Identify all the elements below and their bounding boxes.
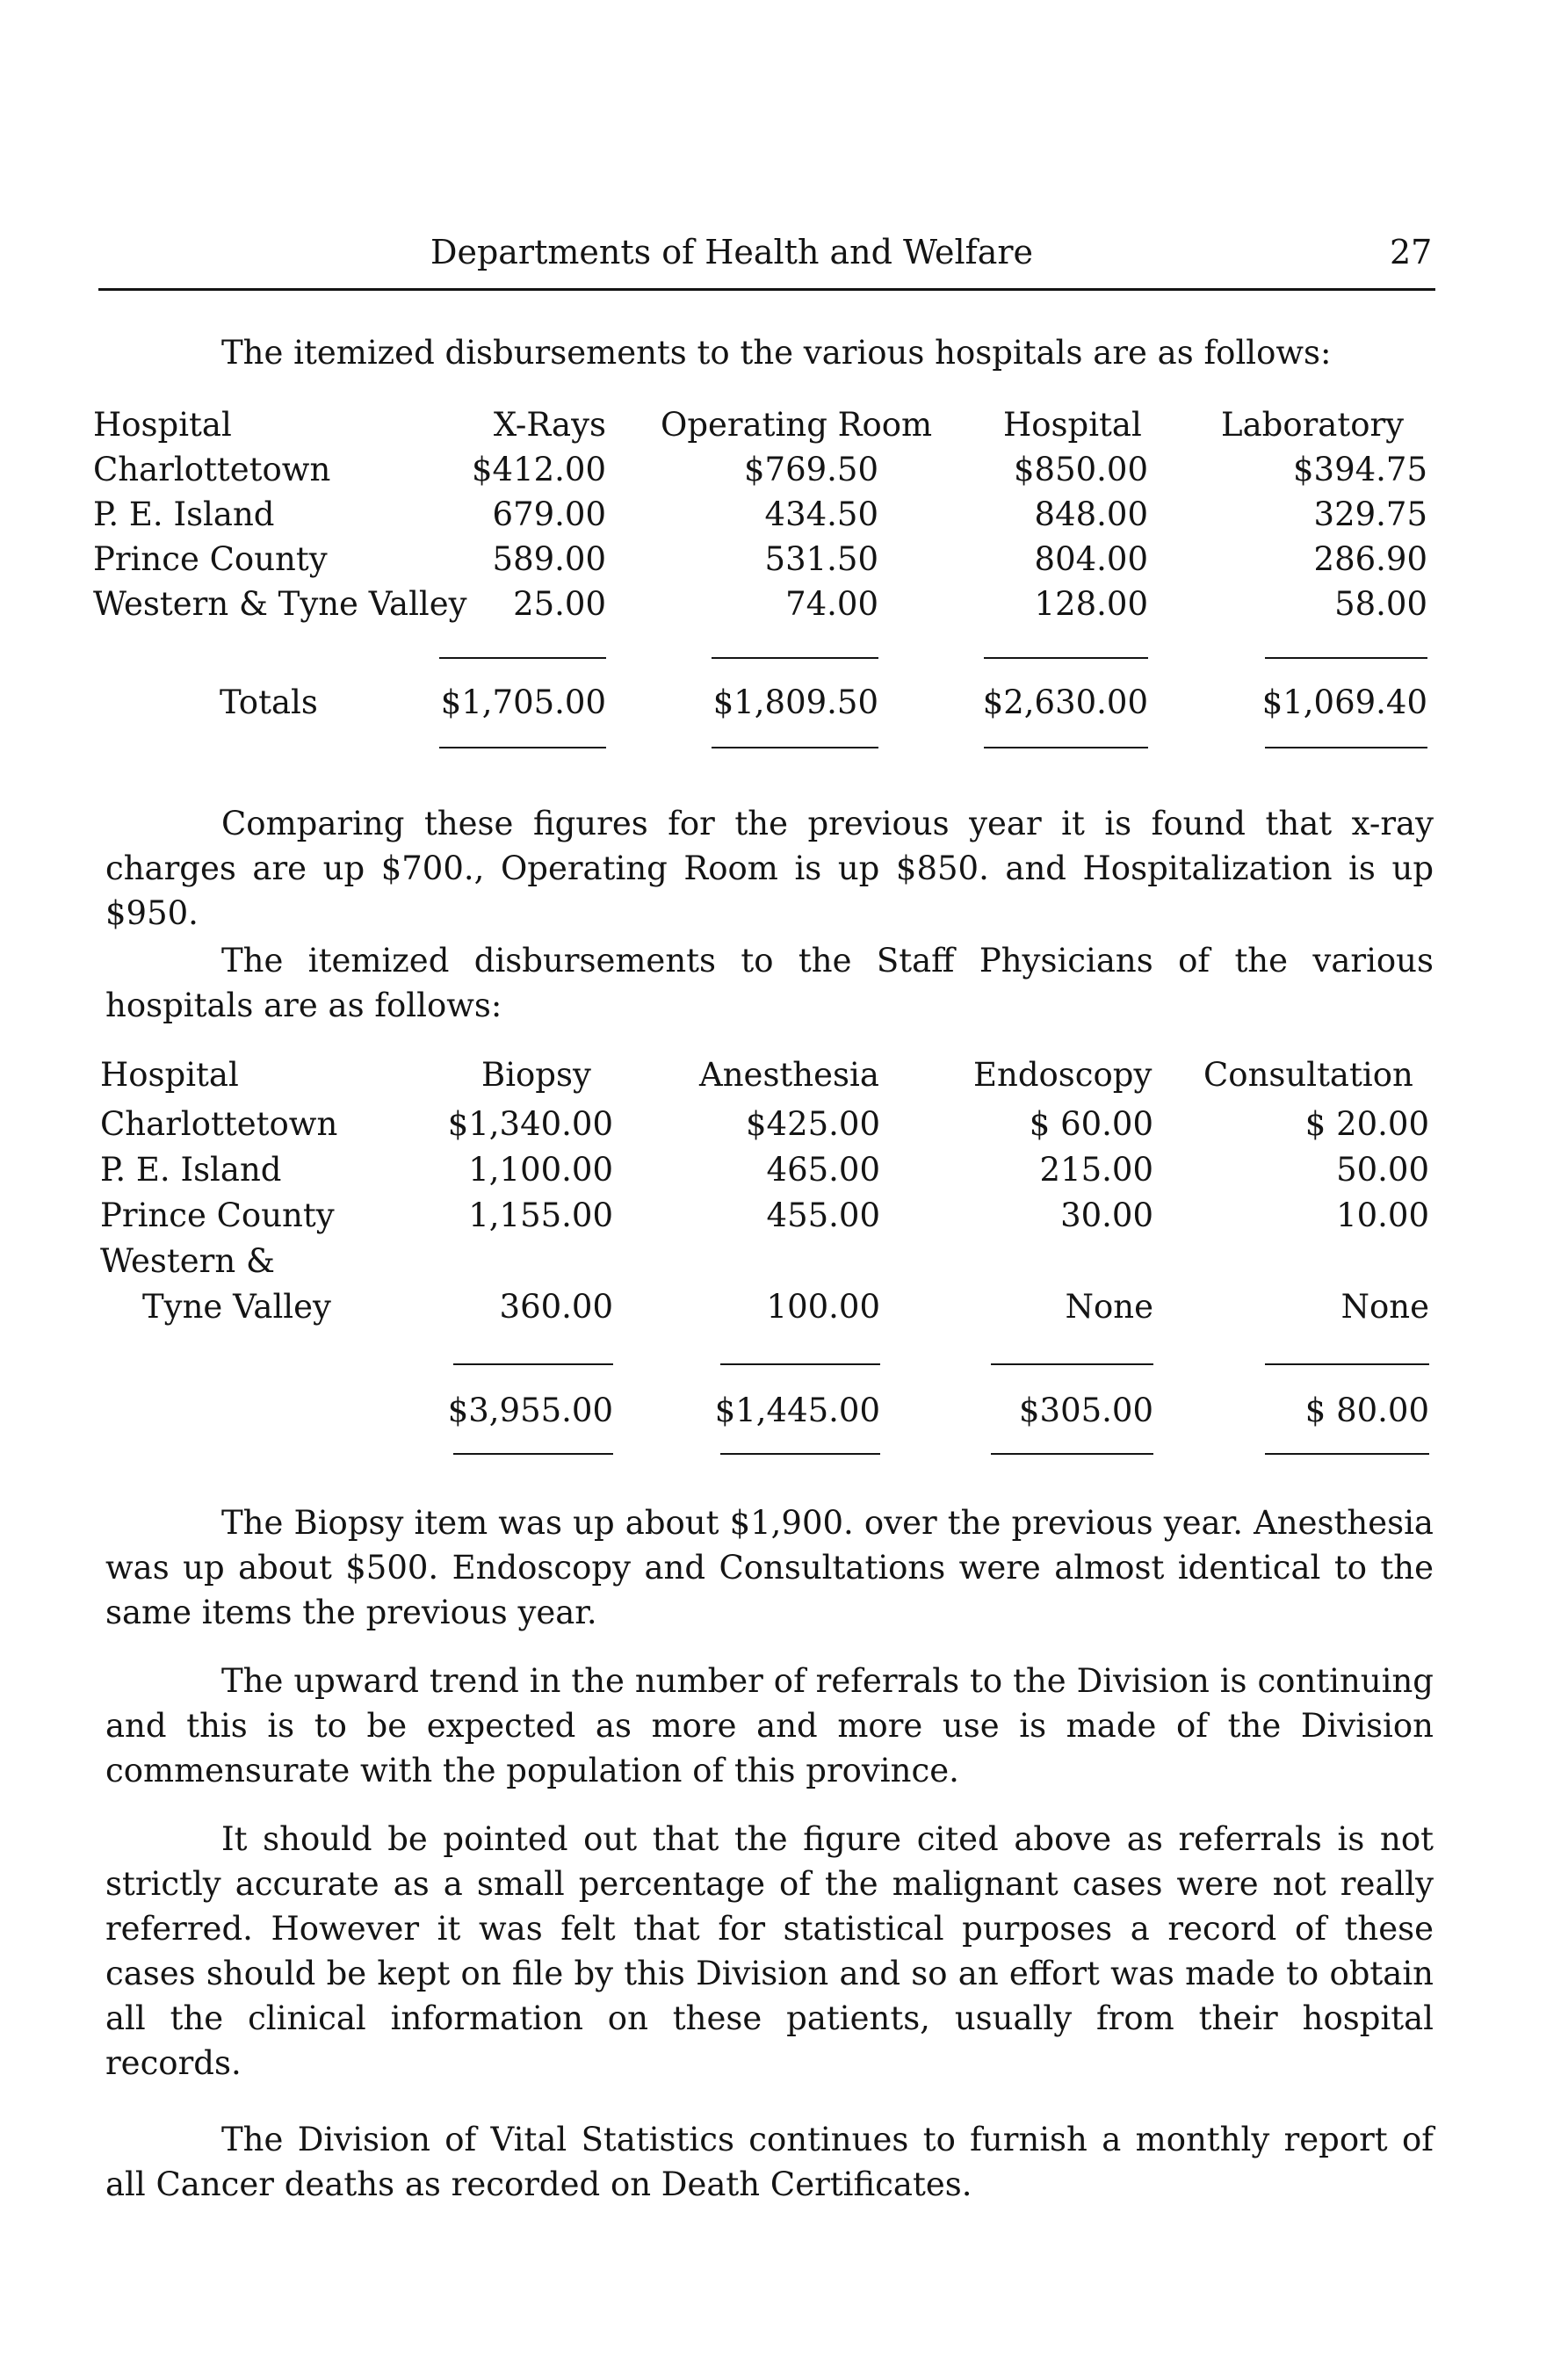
table-cell: 10.00 bbox=[1336, 1196, 1429, 1234]
rule bbox=[712, 747, 878, 748]
table-cell: 215.00 bbox=[1039, 1151, 1153, 1189]
table-cell: $ 80.00 bbox=[1304, 1392, 1429, 1429]
table1-header-laboratory: Laboratory bbox=[1221, 406, 1405, 444]
intro-paragraph-hospitals: The itemized disbursements to the various hospitals are as follows: bbox=[221, 334, 1332, 372]
rule bbox=[439, 657, 606, 659]
intro-paragraph-physicians: The itemized disbursements to the Staff Physicians of the various hospitals are as follows: bbox=[105, 942, 1434, 1024]
table-cell: 455.00 bbox=[766, 1196, 880, 1234]
table-row: P. E. Island bbox=[93, 495, 275, 533]
table-row: Western & bbox=[100, 1242, 275, 1280]
table-cell: None bbox=[1340, 1288, 1429, 1326]
rule bbox=[1265, 1363, 1429, 1365]
table-cell: $769.50 bbox=[743, 451, 878, 488]
rule bbox=[439, 747, 606, 748]
paragraph-referrals-accuracy: It should be pointed out that the figure cited above as referrals is not strictly accurate as a small percentage of the malignant cases were not really referred. However it was felt that for statistical purposes a record of these cases should be kept on file by this Division and so an effort was made to obtain all the clinical information on these patients, usually from their hospital records. bbox=[105, 1820, 1434, 2082]
rule bbox=[1265, 747, 1427, 748]
table-cell: 58.00 bbox=[1334, 585, 1427, 623]
header-rule bbox=[98, 288, 1435, 291]
table-row: Charlottetown bbox=[100, 1105, 338, 1143]
table-cell: $305.00 bbox=[1018, 1392, 1153, 1429]
table-cell: 360.00 bbox=[499, 1288, 613, 1326]
paragraph-biopsy: The Biopsy item was up about $1,900. over the previous year. Anesthesia was up about $500. Endoscopy and Consultations were almost identical to the same items the previous year. bbox=[105, 1504, 1434, 1631]
table1-totals-label: Totals bbox=[220, 683, 318, 721]
rule bbox=[712, 657, 878, 659]
table-row: Tyne Valley bbox=[142, 1288, 331, 1326]
table-row: Western & Tyne Valley bbox=[93, 585, 467, 623]
rule bbox=[984, 657, 1148, 659]
table2-header-hospital: Hospital bbox=[100, 1056, 239, 1094]
table-cell: $1,069.40 bbox=[1261, 683, 1427, 721]
page-number: 27 bbox=[1390, 233, 1433, 271]
table-cell: None bbox=[1065, 1288, 1153, 1326]
table-cell: 804.00 bbox=[1034, 540, 1148, 578]
table-cell: $1,445.00 bbox=[714, 1392, 880, 1429]
table-cell: $1,705.00 bbox=[440, 683, 606, 721]
rule bbox=[991, 1363, 1153, 1365]
table-cell: 74.00 bbox=[785, 585, 878, 623]
table-cell: 589.00 bbox=[492, 540, 606, 578]
rule bbox=[720, 1453, 880, 1455]
table-cell: 1,155.00 bbox=[468, 1196, 613, 1234]
table1-header-hospital: Hospital bbox=[93, 406, 232, 444]
rule bbox=[984, 747, 1148, 748]
table-cell: $394.75 bbox=[1292, 451, 1427, 488]
rule bbox=[453, 1453, 613, 1455]
table-row: Charlottetown bbox=[93, 451, 331, 488]
rule bbox=[1265, 1453, 1429, 1455]
table-cell: 50.00 bbox=[1336, 1151, 1429, 1189]
table2-header-biopsy: Biopsy bbox=[481, 1056, 591, 1094]
table-cell: $412.00 bbox=[471, 451, 606, 488]
table-cell: $ 60.00 bbox=[1029, 1105, 1153, 1143]
rule bbox=[991, 1453, 1153, 1455]
comparison-paragraph: Comparing these figures for the previous year it is found that x-ray charges are up $700., Operating Room is up $850. and Hospitalization is up $950. bbox=[105, 805, 1434, 932]
table-cell: 128.00 bbox=[1034, 585, 1148, 623]
table1-header-hospital-charges: Hospital bbox=[1003, 406, 1142, 444]
table-cell: 1,100.00 bbox=[468, 1151, 613, 1189]
table-cell: 848.00 bbox=[1034, 495, 1148, 533]
table-cell: 100.00 bbox=[766, 1288, 880, 1326]
table-cell: 434.50 bbox=[764, 495, 878, 533]
table1-header-operating-room: Operating Room bbox=[661, 406, 933, 444]
table-cell: $1,340.00 bbox=[447, 1105, 613, 1143]
table-cell: $850.00 bbox=[1013, 451, 1148, 488]
table2-header-anesthesia: Anesthesia bbox=[699, 1056, 879, 1094]
rule bbox=[1265, 657, 1427, 659]
table1-header-xrays: X-Rays bbox=[493, 406, 606, 444]
table2-header-consultation: Consultation bbox=[1203, 1056, 1413, 1094]
table-cell: 679.00 bbox=[492, 495, 606, 533]
table-row: Prince County bbox=[93, 540, 328, 578]
paragraph-vital-statistics: The Division of Vital Statistics continues to furnish a monthly report of all Cancer deaths as recorded on Death Certificates. bbox=[105, 2121, 1434, 2203]
table-cell: $425.00 bbox=[745, 1105, 880, 1143]
table-cell: $2,630.00 bbox=[982, 683, 1148, 721]
table-cell: 286.90 bbox=[1313, 540, 1427, 578]
rule bbox=[720, 1363, 880, 1365]
table-cell: 531.50 bbox=[764, 540, 878, 578]
table-cell: 30.00 bbox=[1060, 1196, 1153, 1234]
rule bbox=[453, 1363, 613, 1365]
table-cell: $ 20.00 bbox=[1304, 1105, 1429, 1143]
table-cell: $3,955.00 bbox=[447, 1392, 613, 1429]
table-cell: 465.00 bbox=[766, 1151, 880, 1189]
table-cell: 329.75 bbox=[1313, 495, 1427, 533]
table-row: P. E. Island bbox=[100, 1151, 282, 1189]
running-header-title: Departments of Health and Welfare bbox=[430, 233, 1034, 271]
paragraph-referrals-trend: The upward trend in the number of referrals to the Division is continuing and this is to be expected as more and more use is made of the Division commensurate with the population of this province. bbox=[105, 1662, 1434, 1789]
table2-header-endoscopy: Endoscopy bbox=[973, 1056, 1153, 1094]
table-cell: 25.00 bbox=[513, 585, 606, 623]
table-cell: $1,809.50 bbox=[712, 683, 878, 721]
table-row: Prince County bbox=[100, 1196, 335, 1234]
